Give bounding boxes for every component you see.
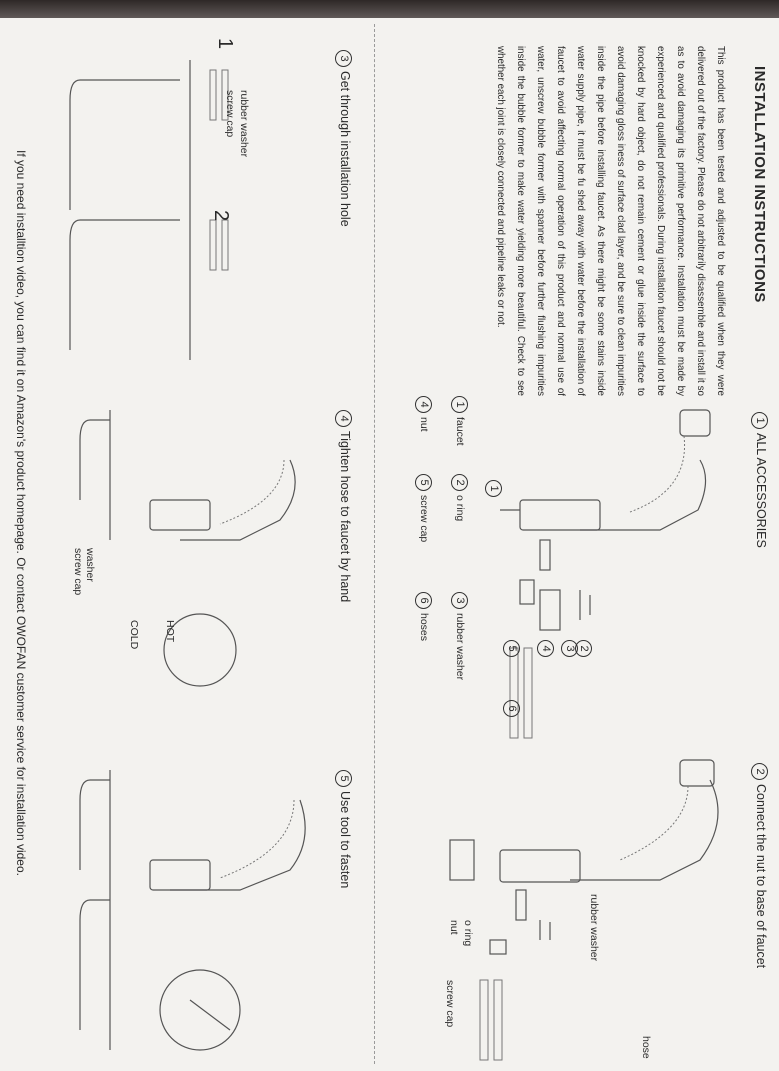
- label-rubber-washer: rubber washer: [588, 894, 600, 962]
- connect-nut-diagram: [430, 740, 730, 1060]
- legend-item-screw-cap: 5screw cap: [415, 474, 432, 542]
- step-3-number: 3: [335, 50, 352, 67]
- faucet-handle: [516, 890, 526, 920]
- faucet-handle: [540, 540, 550, 570]
- sink-right: [80, 900, 110, 1030]
- step-2-label: Connect the nut to base of faucet: [754, 784, 768, 969]
- label-cold: COLD: [128, 620, 140, 650]
- step-3-label: Get through installation hole: [338, 71, 352, 227]
- callout-1: 1: [485, 480, 502, 501]
- part-hose-2: [494, 980, 502, 1060]
- label-screw-cap: screw cap: [72, 548, 84, 596]
- callout-2: 2: [575, 640, 592, 661]
- faucet-hose-spring: [220, 800, 294, 878]
- label-hot: HOT: [164, 620, 176, 643]
- faucet-spout: [170, 800, 305, 890]
- step-1-number: 1: [751, 412, 768, 429]
- part-hose-1: [480, 980, 488, 1060]
- faucet-sprayhead: [680, 760, 714, 786]
- hose-3: [210, 220, 216, 270]
- label-screw-cap: screw cap: [224, 90, 236, 138]
- fold-line: [374, 24, 375, 1064]
- faucet-hose-spring: [630, 436, 685, 512]
- step-5-number: 5: [335, 770, 352, 787]
- step-1-heading: [751, 412, 768, 548]
- label-screw-cap: screw cap: [444, 980, 456, 1028]
- installation-hole-diagram: [60, 40, 260, 360]
- fasten-tool-diagram: [70, 760, 330, 1060]
- label-step3-n2: 2: [210, 210, 232, 222]
- faucet-body: [150, 500, 210, 530]
- wrench-icon: [190, 1000, 230, 1030]
- faucet-sprayhead: [680, 410, 710, 436]
- intro-paragraph: This product has been tested and adjusted to be qualified when they were delivered out of the factory. Please do not arbitrarily disassemble and install it so as to avoid damaging its primitive performance. Installation must be made by experienced and qualified professionals. During installation faucet should not be knocked by hard object, do not remain cement or glue inside the surface to avoid damaging gloss iness of surface clad layer, and be sure to clean impurities inside the pipe before installing faucet. As there might be some stains inside water supply pipe, it must be fu shed away with water before the installation of faucet to avoid affecting normal operation of this product and normal use of water, unscrew bubble former with spanner before further flushing impurities inside the bubble former to make water yielding more beautiful. Check to see whether each joint is closely connected and pipeline leaks or not.: [495, 46, 726, 396]
- part-screw-cap: [540, 590, 560, 630]
- step-2-number: 2: [751, 763, 768, 780]
- part-hose-1: [510, 648, 518, 738]
- faucet-body: [150, 860, 210, 890]
- label-hose: hose: [640, 1036, 652, 1059]
- legend-item-rubber-washer: 3rubber washer: [451, 592, 468, 680]
- label-o-ring: o ring: [462, 920, 474, 947]
- label-washer: washer: [84, 548, 96, 582]
- step-4-heading: [335, 410, 352, 602]
- label-nut: nut: [448, 920, 460, 935]
- sink-left: [70, 80, 180, 210]
- sink-left: [80, 780, 110, 870]
- legend-item-nut: 4nut: [415, 396, 432, 432]
- part-nut: [520, 580, 534, 604]
- part-nut: [490, 940, 506, 954]
- detail-magnifier: [160, 970, 240, 1050]
- step-5-heading: [335, 770, 352, 888]
- faucet-body: [500, 850, 580, 882]
- page-title: INSTALLATION INSTRUCTIONS: [751, 66, 768, 303]
- callout-3: 3: [561, 640, 578, 661]
- step-4-number: 4: [335, 410, 352, 427]
- callout-6: 6: [503, 700, 520, 721]
- step-2-heading: [751, 763, 768, 968]
- part-hose-2: [524, 648, 532, 738]
- accessories-diagram: [480, 400, 720, 740]
- part-screw-cap: [450, 840, 474, 880]
- legend-item-o-ring: 2o ring: [451, 474, 468, 521]
- step-1-label: ALL ACCESSORIES: [754, 433, 768, 548]
- sink: [80, 420, 110, 500]
- legend-item-hoses: 6hoses: [415, 592, 432, 641]
- faucet-hose-spring: [620, 786, 688, 860]
- callout-4: 4: [537, 640, 554, 661]
- label-rubber-washer: rubber washer: [238, 90, 250, 158]
- step-5-label: Use tool to fasten: [338, 791, 352, 889]
- step-4-label: Tighten hose to faucet by hand: [338, 431, 352, 603]
- sink-right: [70, 220, 180, 350]
- faucet-body: [520, 500, 600, 530]
- faucet-hose-spring: [220, 460, 284, 524]
- step-3-heading: [335, 50, 352, 227]
- hose-1: [210, 70, 216, 120]
- hose-4: [222, 220, 228, 270]
- faucet-spout: [580, 460, 706, 530]
- footer-note: If you need installtion video, you can find it on Amazon's product homepage. Or contact OWOFAN customer service for installation video.: [14, 150, 28, 876]
- legend-item-faucet: 1faucet: [451, 396, 468, 446]
- label-step3-n1: 1: [214, 38, 236, 50]
- callout-5: 5: [503, 640, 520, 661]
- tighten-hose-diagram: [70, 400, 330, 700]
- faucet-spout: [570, 780, 718, 880]
